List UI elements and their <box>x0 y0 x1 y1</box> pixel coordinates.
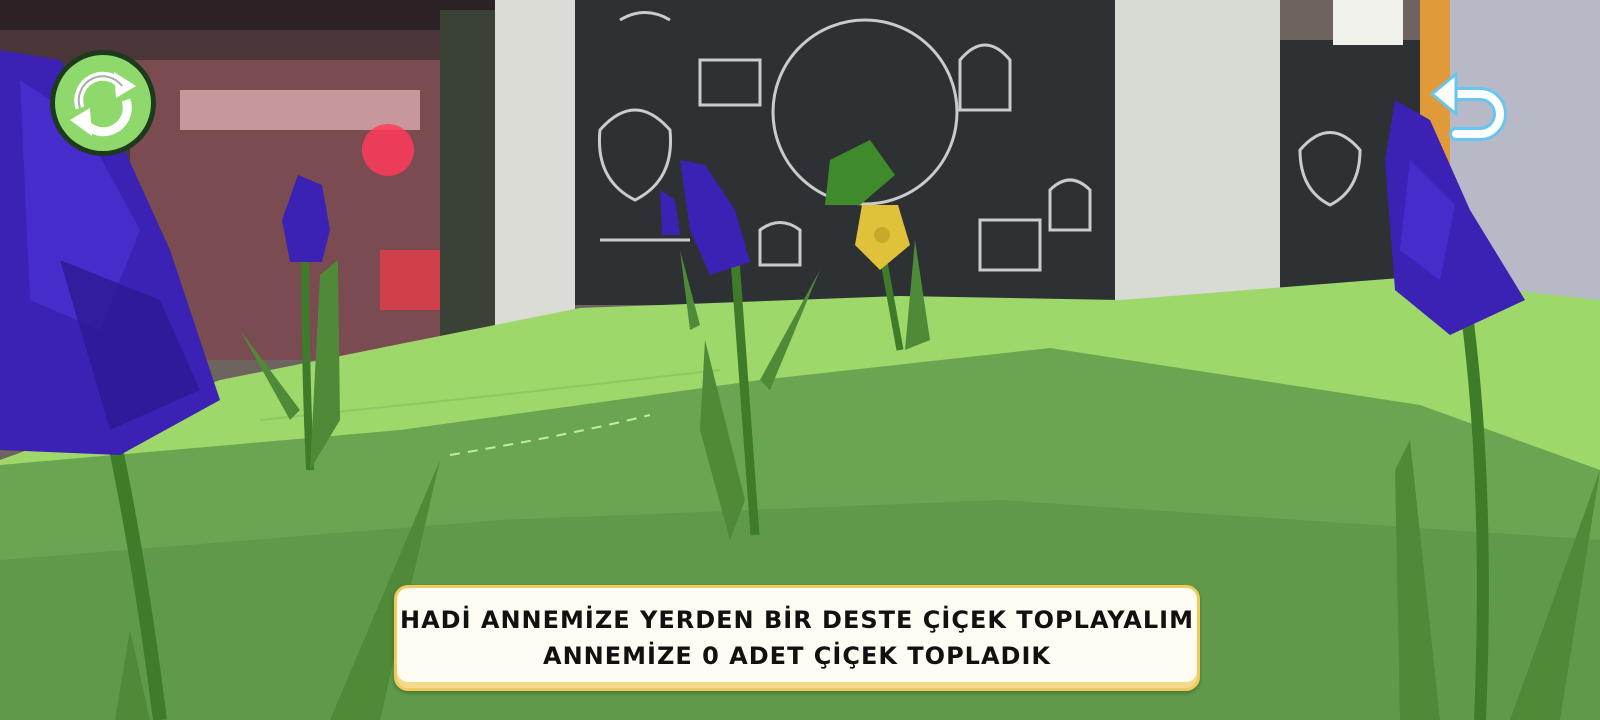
refresh-button[interactable] <box>50 50 156 156</box>
undo-arrow-icon <box>1428 66 1510 142</box>
caption-box <box>394 585 1200 691</box>
instruction-text: HADİ ANNEMİZE YERDEN BİR DESTE ÇİÇEK TOPLAYALIM <box>400 606 1194 634</box>
refresh-icon <box>50 50 156 156</box>
flower-count-text: ANNEMİZE 0 ADET ÇİÇEK TOPLADIK <box>543 642 1051 670</box>
back-button[interactable] <box>1428 66 1510 142</box>
